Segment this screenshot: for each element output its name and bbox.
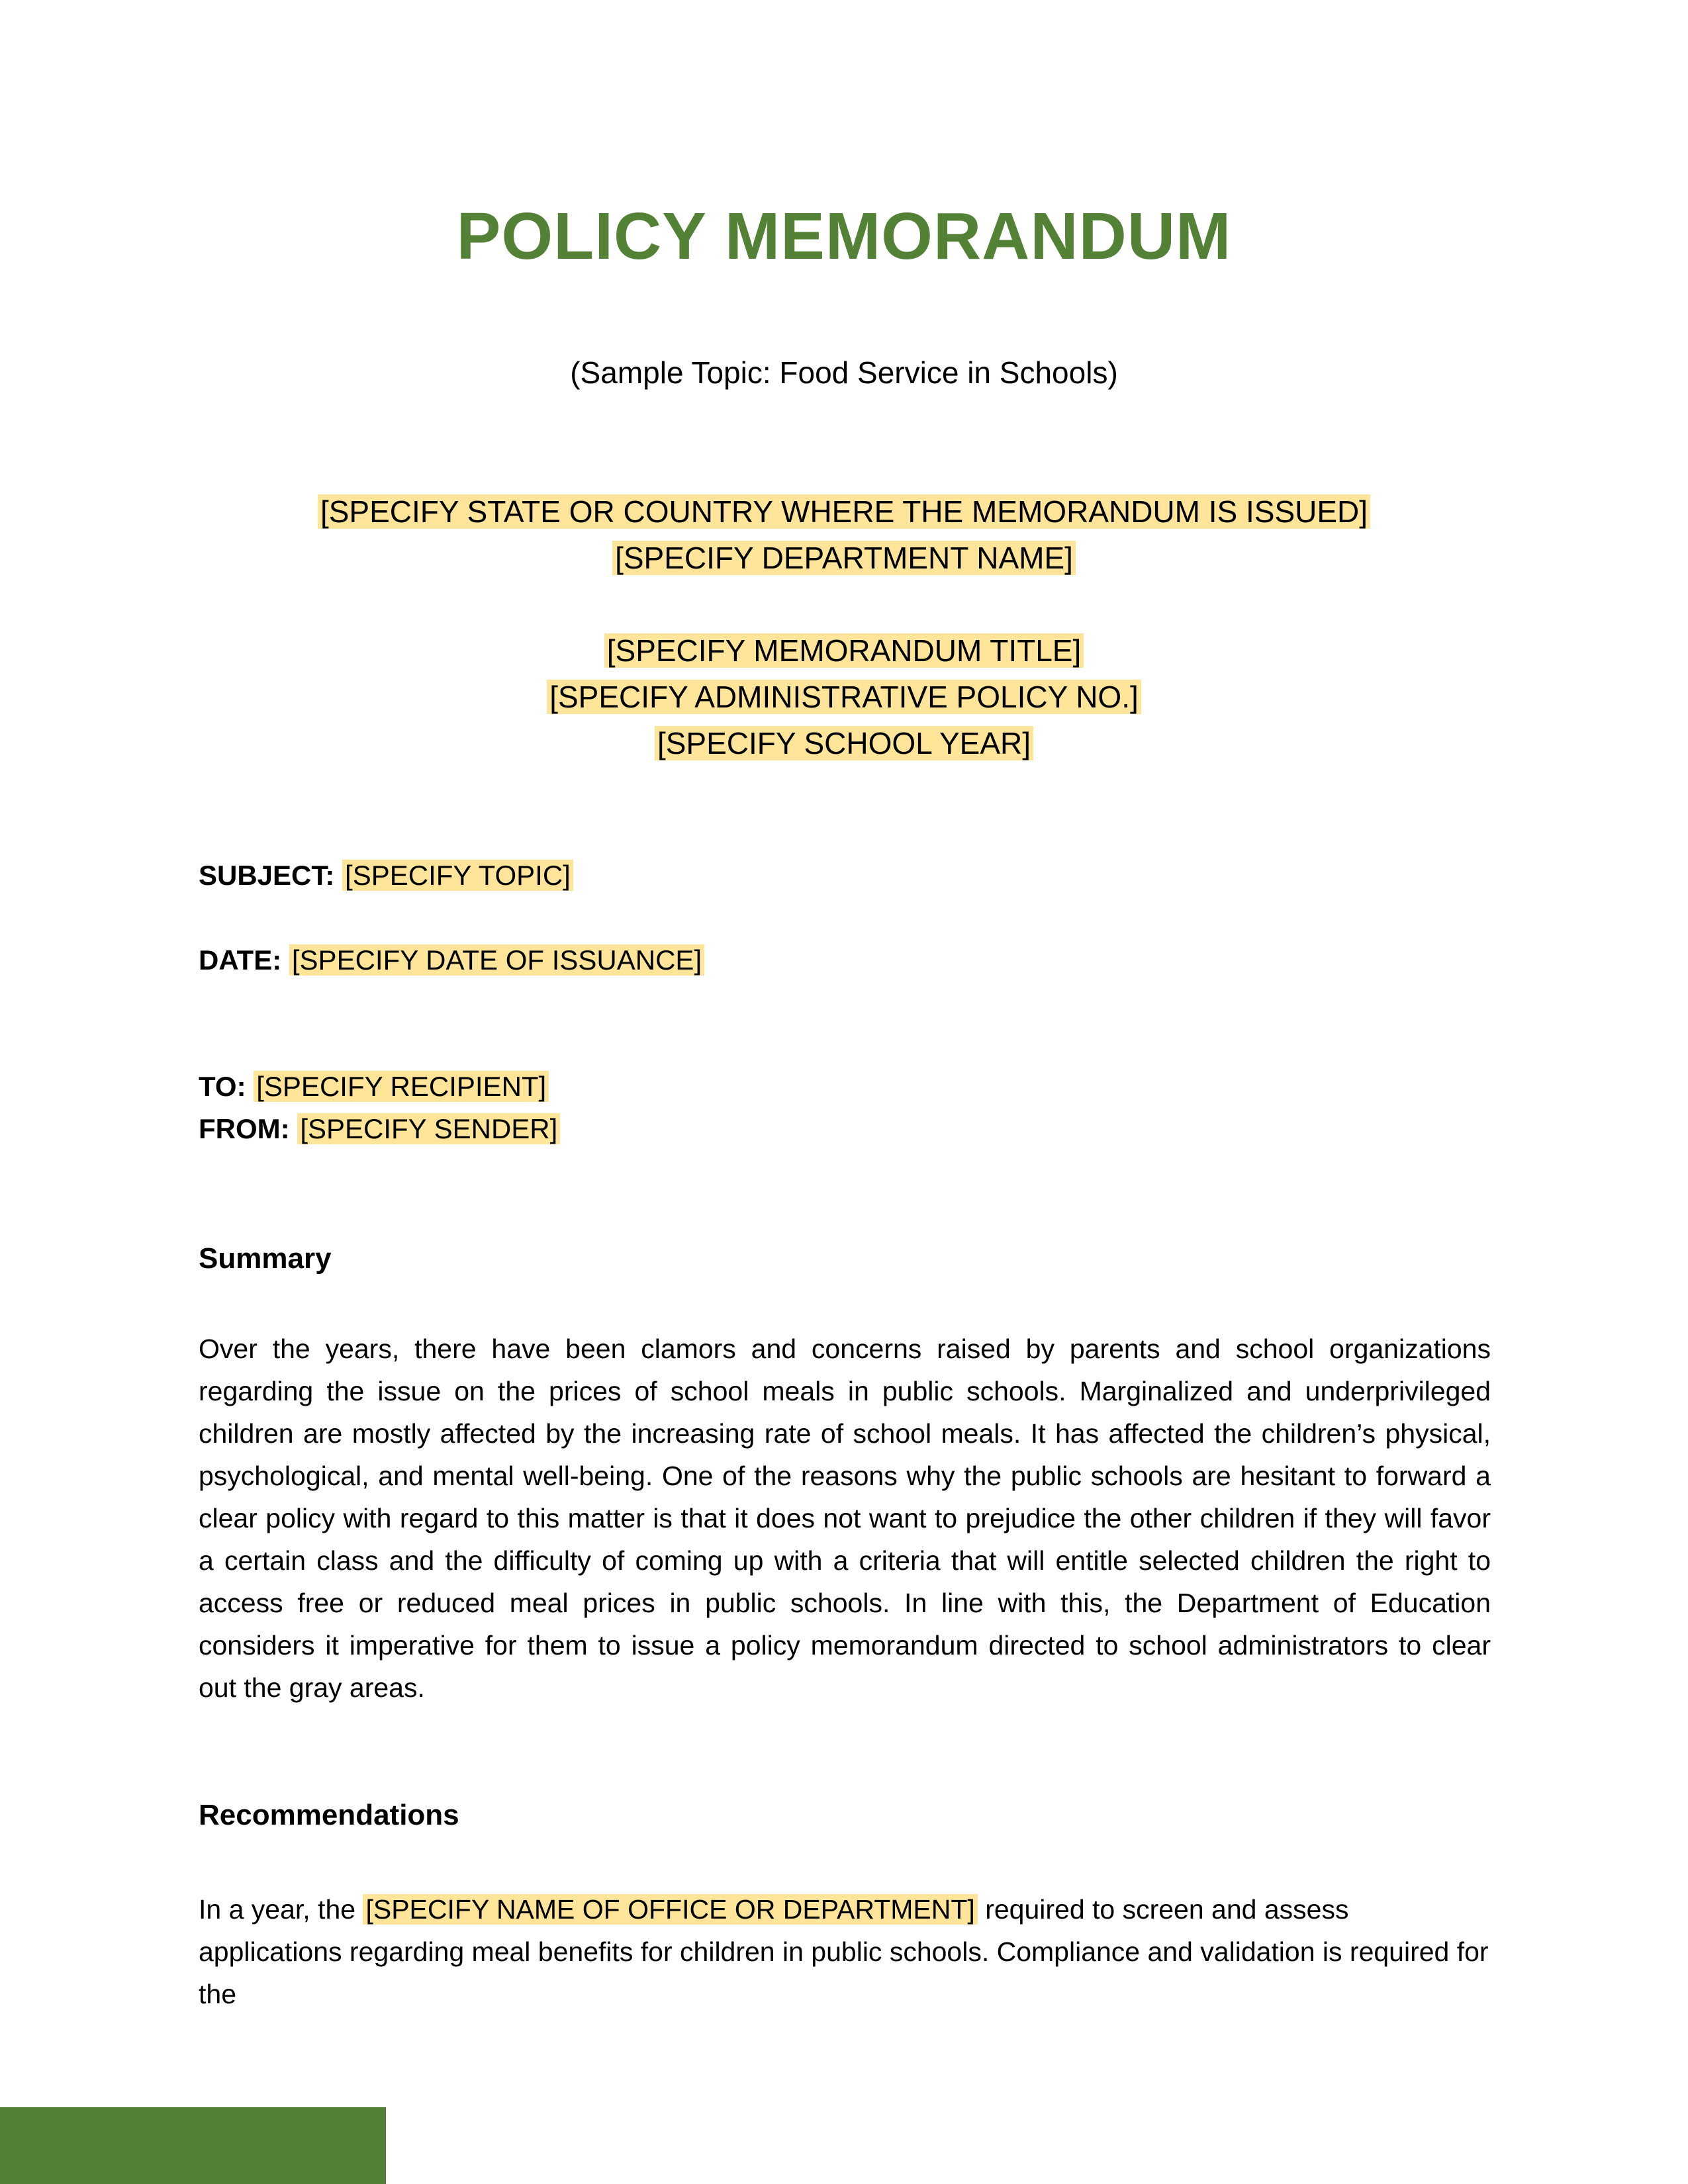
from-field xyxy=(199,1109,560,1149)
office-placeholder: [SPECIFY NAME OF OFFICE OR DEPARTMENT] xyxy=(363,1894,977,1925)
school-year-placeholder: [SPECIFY SCHOOL YEAR] xyxy=(655,726,1033,760)
page-subtitle: (Sample Topic: Food Service in Schools) xyxy=(570,355,1118,390)
recommendations-suffix: required to screen and assess applications regarding meal benefits for children in public schools. Compliance and validation is required for the xyxy=(199,1894,1489,2009)
subject-placeholder: [SPECIFY TOPIC] xyxy=(342,860,573,891)
state-line xyxy=(0,490,1688,533)
to-field xyxy=(199,1067,549,1107)
date-label: DATE: xyxy=(199,944,282,976)
state-placeholder: [SPECIFY STATE OR COUNTRY WHERE THE MEMORANDUM IS ISSUED] xyxy=(318,494,1370,529)
recommendations-prefix: In a year, the xyxy=(199,1894,356,1925)
subject-label: SUBJECT: xyxy=(199,860,335,891)
recommendations-paragraph xyxy=(199,1888,1491,2015)
summary-heading: Summary xyxy=(199,1242,332,1275)
to-label: TO: xyxy=(199,1071,246,1102)
policy-no-line xyxy=(0,675,1688,719)
page-title: POLICY MEMORANDUM xyxy=(456,199,1232,273)
policy-no-placeholder: [SPECIFY ADMINISTRATIVE POLICY NO.] xyxy=(547,680,1141,714)
summary-paragraph: Over the years, there have been clamors and concerns raised by parents and school organizations regarding the issue on the prices of school meals in public schools. Marginalized and underprivileged children are mostly affected by the increasing rate of school meals. It has affected the children’s physical, psychological, and mental well-being. One of the reasons why the public schools are hesitant to forward a clear policy with regard to this matter is that it does not want to prejudice the other children if they will favor a certain class and the difficulty of coming up with a criteria that will entitle selected children the right to access free or reduced meal prices in public schools. In line with this, the Department of Education considers it imperative for them to issue a policy memorandum directed to school administrators to clear out the gray areas. xyxy=(199,1334,1491,1703)
date-field xyxy=(199,940,704,980)
memo-title-placeholder: [SPECIFY MEMORANDUM TITLE] xyxy=(604,633,1084,668)
from-label: FROM: xyxy=(199,1113,290,1144)
school-year-line xyxy=(0,721,1688,765)
department-placeholder: [SPECIFY DEPARTMENT NAME] xyxy=(612,541,1076,575)
from-placeholder: [SPECIFY SENDER] xyxy=(297,1113,560,1144)
date-placeholder: [SPECIFY DATE OF ISSUANCE] xyxy=(289,944,704,976)
department-line xyxy=(0,536,1688,580)
memo-title-line xyxy=(0,629,1688,672)
recommendations-heading: Recommendations xyxy=(199,1799,459,1831)
footer-accent-bar xyxy=(0,2107,386,2184)
to-placeholder: [SPECIFY RECIPIENT] xyxy=(254,1071,549,1102)
subject-field xyxy=(199,856,573,895)
